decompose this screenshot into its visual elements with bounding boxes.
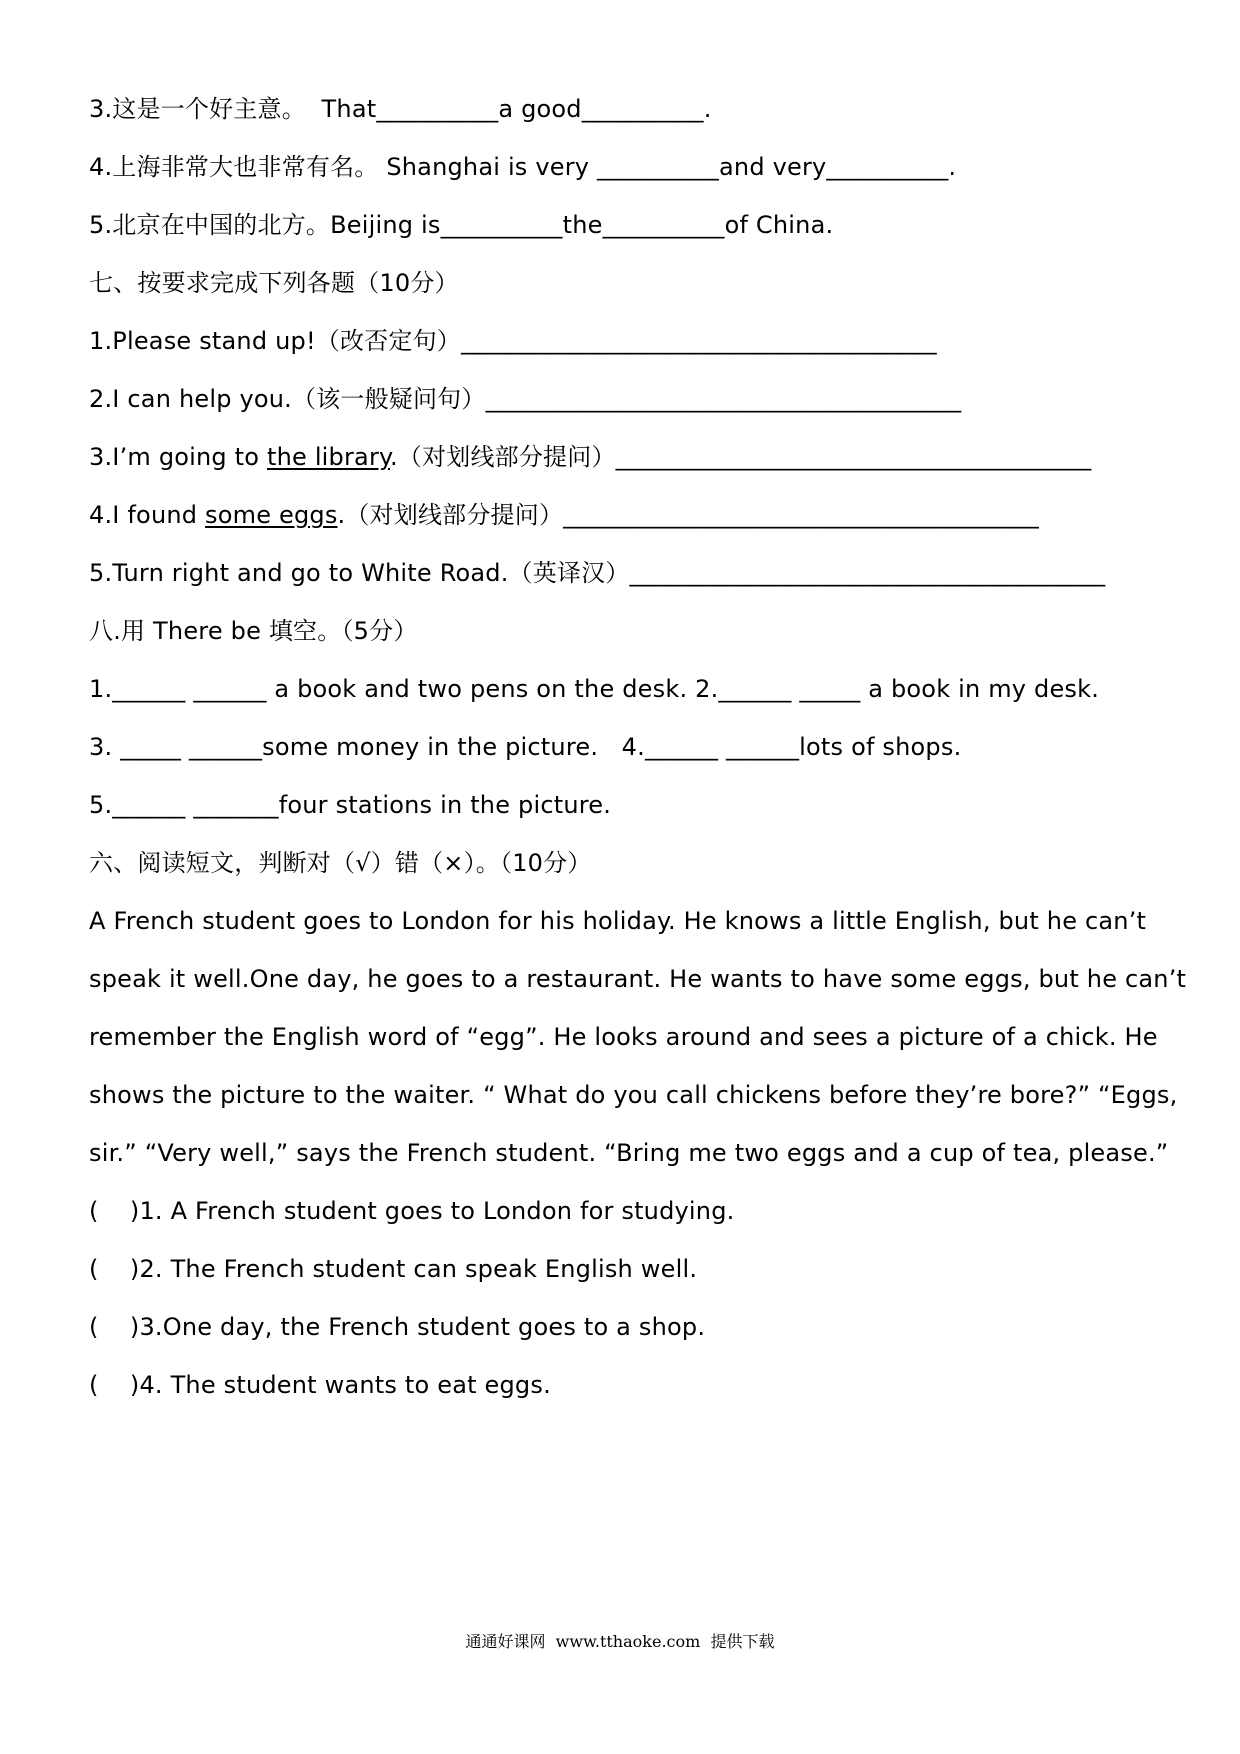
judgement-question-2: ( )2. The French student can speak English well. (89, 1255, 698, 1283)
passage-line: A French student goes to London for his holiday. He knows a little English, but he can’t (89, 907, 1147, 935)
passage-line: speak it well.One day, he goes to a restaurant. He wants to have some eggs, but he can’t (89, 965, 1187, 993)
item-text: .（对划线部分提问）_______________________________________ (390, 443, 1092, 471)
transform-item-3 (89, 442, 1091, 472)
judgement-question-3: ( )3.One day, the French student goes to a shop. (89, 1313, 706, 1341)
there-be-row-1: 1.______ ______ a book and two pens on the desk. 2.______ _____ a book in my desk. (89, 675, 1100, 703)
passage-line: sir.” “Very well,” says the French student. “Bring me two eggs and a cup of tea, please.” (89, 1139, 1169, 1167)
fill-in-item-4: 4.上海非常大也非常有名。 Shanghai is very __________and very__________. (89, 153, 957, 181)
underlined-phrase: the library (267, 443, 391, 471)
section-heading-reading: 六、阅读短文，判断对（√）错（×）。（10分） (89, 849, 592, 877)
fill-in-item-5: 5.北京在中国的北方。Beijing is__________the__________of China. (89, 211, 834, 239)
judgement-question-1: ( )1. A French student goes to London for studying. (89, 1197, 735, 1225)
item-text: .（对划线部分提问）_______________________________________ (337, 501, 1039, 529)
there-be-row-3: 5.______ _______four stations in the picture. (89, 791, 612, 819)
section-heading-7: 七、按要求完成下列各题（10分） (89, 269, 459, 297)
transform-item-5: 5.Turn right and go to White Road.（英译汉）_______________________________________ (89, 559, 1106, 587)
section-heading-8: 八.用 There be 填空。（5分） (89, 617, 418, 645)
page-footer: 通通好课网 www.tthaoke.com 提供下载 (465, 1632, 775, 1651)
there-be-row-2: 3. _____ ______some money in the picture. 4.______ ______lots of shops. (89, 733, 962, 761)
transform-item-2: 2.I can help you.（该一般疑问句）_______________________________________ (89, 385, 962, 413)
passage-line: remember the English word of “egg”. He looks around and sees a picture of a chick. He (89, 1023, 1158, 1051)
item-text: 3.I’m going to (89, 443, 267, 471)
underlined-phrase: some eggs (205, 501, 338, 529)
transform-item-4 (89, 500, 1039, 530)
transform-item-1: 1.Please stand up!（改否定句）_______________________________________ (89, 327, 937, 355)
item-text: 4.I found (89, 501, 206, 529)
passage-line: shows the picture to the waiter. “ What do you call chickens before they’re bore?” “Eggs, (89, 1081, 1178, 1109)
judgement-question-4: ( )4. The student wants to eat eggs. (89, 1371, 551, 1399)
fill-in-item-3: 3.这是一个好主意。 That__________a good__________. (89, 95, 712, 123)
